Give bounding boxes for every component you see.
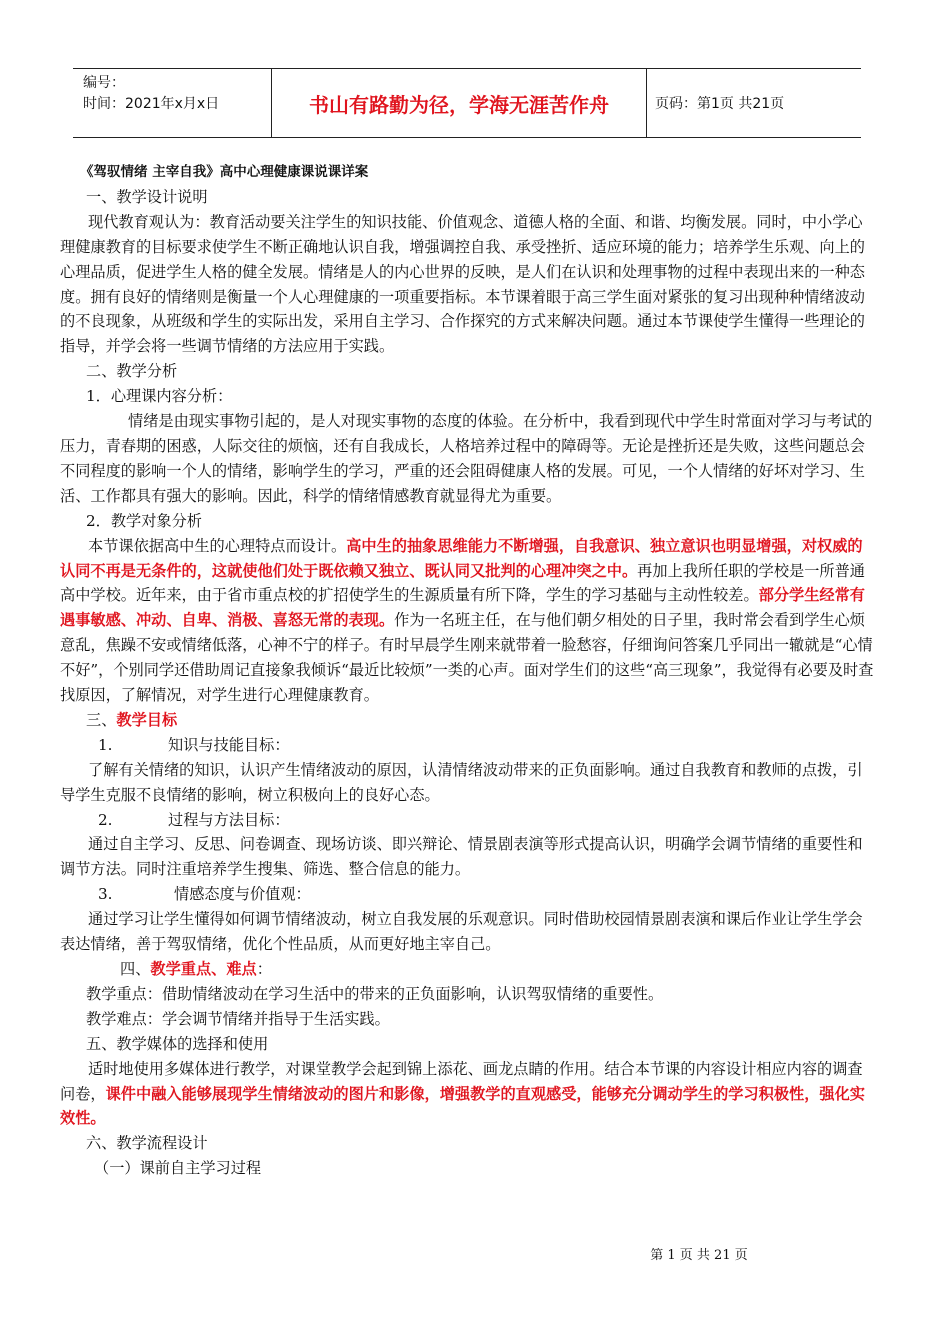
text-span: 作为一名班主任，在与他们朝夕相处的日子里，我时常会看到学生心烦意乱，焦躁不安或情绪低落，心神不宁的样子。有时早晨学生刚来就带着一脸愁容，仔细询问答案几乎同出一辙就是“心情不好”，个别同学还借助周记直接象我倾诉“最近比较烦”一类的心声。面对学生们的这些“高三现象”，我觉得有必要及时查找原因，了解情况，对学生进行心理健康教育。 xyxy=(60,611,874,705)
header-table xyxy=(73,68,861,138)
paragraph: 通过学习让学生懂得如何调节情绪波动，树立自我发展的乐观意识。同时借助校园情景剧表演和课后作业让学生学会表达情绪，善于驾驭情绪，优化个性品质，从而更好地主宰自己。 xyxy=(60,910,863,954)
goal-label: 知识与技能目标： xyxy=(168,735,290,754)
key-point: 教学重点：借助情绪波动在学习生活中的带来的正负面影响，认识驾驭情绪的重要性。 xyxy=(86,984,664,1003)
subsection-heading: 2．教学对象分析 xyxy=(86,511,202,530)
page-info: 页码：第1页 共21页 xyxy=(655,96,785,112)
paragraph: 通过自主学习、反思、问卷调查、现场访谈、即兴辩论、情景剧表演等形式提高认识，明确学会调节情绪的重要性和调节方法。同时注重培养学生搜集、筛选、整合信息的能力。 xyxy=(60,835,863,879)
goal-number: 2. xyxy=(98,810,113,829)
paragraph xyxy=(60,1057,875,1132)
number-label: 编号： xyxy=(83,75,125,91)
paragraph: 情绪是由现实事物引起的，是人对现实事物的态度的体验。在分析中，我看到现代中学生时常面对学习与考试的压力，青春期的困惑，人际交往的烦恼，还有自我成长，人格培养过程中的障碍等。无论是挫折还是失败，这些问题总会不同程度的影响一个人的情绪，影响学生的学习，严重的还会阻碍健康人格的发展。可见，一个人情绪的好坏对学习、生活、工作都具有强大的影响。因此，科学的情绪情感教育就显得尤为重要。 xyxy=(60,412,873,505)
goal-row xyxy=(60,882,875,907)
section-heading: 二、教学分析 xyxy=(86,362,178,381)
paragraph: 了解有关情绪的知识，认识产生情绪波动的原因，认清情绪波动带来的正负面影响。通过自我教育和教师的点拨，引导学生克服不良情绪的影响，树立积极向上的良好心态。 xyxy=(60,760,863,804)
paragraph xyxy=(60,534,875,708)
text-span: 再加上我所任职的学校是一所普通高中学校。近年来，由于省市重点校的扩招使学生的生源质量有所下降，学生的学习基础与主动性较差。 xyxy=(60,561,865,605)
highlight-text: 高中生的抽象思维能力不断增强，自我意识、独立意识也明显增强，对权威的认同不再是无条件的，这就使他们处于既依赖又独立、既认同又批判的心理冲突之中。 xyxy=(60,536,863,580)
goal-row xyxy=(60,808,875,833)
goal-label: 情感态度与价值观： xyxy=(174,885,311,904)
page-footer xyxy=(0,1244,950,1263)
motto: 书山有路勤为径，学海无涯苦作舟 xyxy=(272,69,647,137)
highlight-text: 课件中融入能够展现学生情绪波动的图片和影像，增强教学的直观感受，能够充分调动学生的学习积极性，强化实效性。 xyxy=(60,1084,865,1128)
heading-suffix: ： xyxy=(256,960,272,978)
document-title: 《驾驭情绪 主宰自我》高中心理健康课说课详案 xyxy=(80,164,369,180)
heading-highlight: 教学目标 xyxy=(116,710,178,729)
section-heading xyxy=(60,708,875,733)
subsection-heading: 1．心理课内容分析： xyxy=(86,387,233,406)
section-heading: 六、教学流程设计 xyxy=(86,1134,208,1153)
heading-prefix: 四、 xyxy=(120,960,151,978)
heading-prefix: 三、 xyxy=(86,710,117,729)
difficult-point: 教学难点：学会调节情绪并指导于生活实践。 xyxy=(86,1009,390,1028)
goal-number: 1. xyxy=(98,735,113,754)
section-heading xyxy=(60,957,875,982)
heading-highlight: 教学重点、难点 xyxy=(150,960,257,978)
section-heading: 一、教学设计说明 xyxy=(86,187,208,206)
text-span: 本节课依据高中生的心理特点而设计。 xyxy=(88,536,347,555)
goal-number: 3. xyxy=(98,885,113,904)
footer-page-number: 第 1 页 共 21 页 xyxy=(650,1248,748,1263)
document-body xyxy=(60,160,875,1181)
section-heading: 五、教学媒体的选择和使用 xyxy=(86,1034,269,1053)
paragraph: 现代教育观认为：教育活动要关注学生的知识技能、价值观念、道德人格的全面、和谐、均衡发展。同时，中小学心理健康教育的目标要求使学生不断正确地认识自我，增强调控自我、承受挫折、适应环境的能力；培养学生乐观、向上的心理品质，促进学生人格的健全发展。情绪是人的内心世界的反映，是人们在认识和处理事物的过程中表现出来的一种态度。拥有良好的情绪则是衡量一个人心理健康的一项重要指标。本节课着眼于高三学生面对紧张的复习出现种种情绪波动的不良现象，从班级和学生的实际出发，采用自主学习、合作探究的方式来解决问题。通过本节课使学生懂得一些理论的指导，并学会将一些调节情绪的方法应用于实践。 xyxy=(60,212,865,356)
text-span: 适时地使用多媒体进行教学，对课堂教学会起到锦上添花、画龙点睛的作用。结合本节课的内容设计相应内容的调查问卷， xyxy=(60,1059,863,1103)
highlight-text: 部分学生经常有遇事敏感、冲动、自卑、消极、喜怒无常的表现。 xyxy=(60,586,865,630)
header-left-cell xyxy=(73,69,272,137)
time-label: 时间：2021年x月x日 xyxy=(83,96,220,112)
subsection-heading: （一）课前自主学习过程 xyxy=(94,1159,262,1178)
goal-label: 过程与方法目标： xyxy=(168,810,290,829)
goal-row xyxy=(60,733,875,758)
